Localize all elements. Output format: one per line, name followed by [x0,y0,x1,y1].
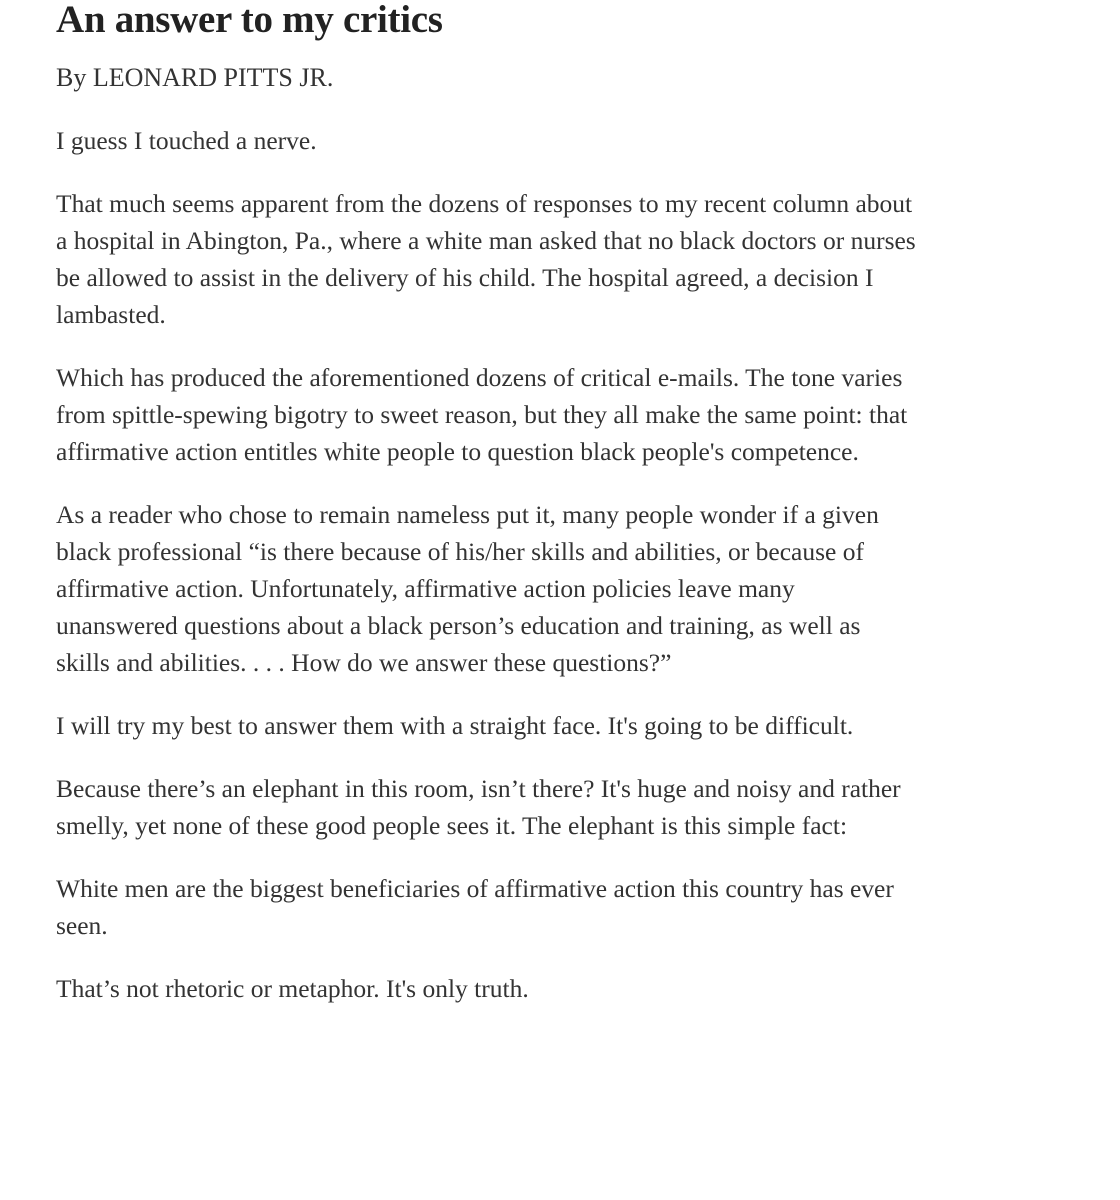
paragraph-2: That much seems apparent from the dozens of responses to my recent column about a hospital in Abington, Pa., where a white man asked that no black doctors or nurses be allowed to assist in the delivery of his child. The hospital agreed, a decision I lambasted. [56,189,916,329]
paragraph-1: I guess I touched a nerve. [56,126,317,155]
article-body [56,122,1056,1007]
paragraph-4: As a reader who chose to remain nameless put it, many people wonder if a given black professional “is there because of his/her skills and abilities, or because of affirmative action. Unfortunately, affirmative action policies leave many unanswered questions about a black person’s education and training, as well as skills and abilities. . . . How do we answer these questions?” [56,500,879,677]
paragraph-7: White men are the biggest beneficiaries of affirmative action this country has ever seen. [56,874,894,940]
article-byline: By LEONARD PITTS JR. [56,63,334,92]
article [56,0,1056,1033]
article-title: An answer to my critics [56,0,443,41]
paragraph-3: Which has produced the aforementioned dozens of critical e-mails. The tone varies from spittle-spewing bigotry to sweet reason, but they all make the same point: that affirmative action entitles white people to question black people's competence. [56,363,908,466]
paragraph-6: Because there’s an elephant in this room, isn’t there? It's huge and noisy and rather smelly, yet none of these good people sees it. The elephant is this simple fact: [56,774,901,840]
paragraph-5: I will try my best to answer them with a straight face. It's going to be difficult. [56,711,854,740]
paragraph-8: That’s not rhetoric or metaphor. It's only truth. [56,974,529,1003]
